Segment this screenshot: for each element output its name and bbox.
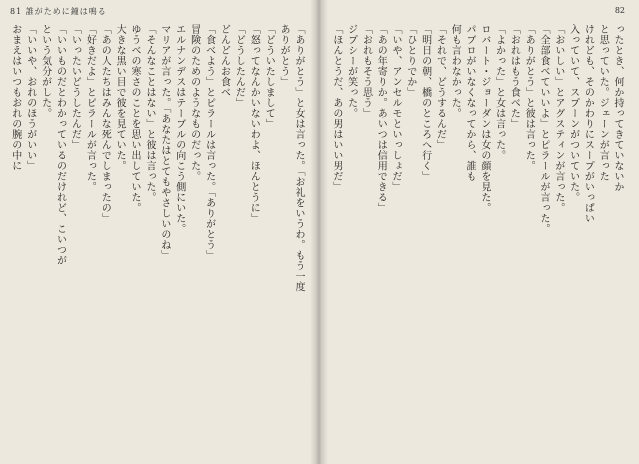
- text-line: 「それで、どうするんだ」: [434, 24, 446, 150]
- text-line: 「いいものだとわかっているのだけれど、こいつが: [54, 24, 66, 266]
- running-head: 81 誰がために鐘は鳴る: [10, 7, 107, 16]
- text-line: パブロがいなくなってから、誰も: [464, 24, 476, 182]
- left-page: [0, 0, 316, 464]
- text-line: 「おれはもう食べた」: [508, 24, 520, 129]
- text-line: 「おれもそう思う」: [360, 24, 372, 119]
- text-line: 冒険のためのようなものだった。: [188, 24, 200, 182]
- text-line: 入っていて、スプーンがついていた。: [567, 24, 579, 203]
- text-line: という気分がした。: [39, 24, 51, 119]
- text-line: 「いいや、おれのほうがいい」: [24, 24, 36, 171]
- text-line: 「いったいどうしたんだ」: [69, 24, 81, 150]
- text-line: 何も言わなかった。: [449, 24, 461, 119]
- text-line: ロバート・ジョーダンは女の顔を見た。: [478, 24, 490, 213]
- text-line: 「明日の朝、橋のところへ行く」: [419, 24, 431, 182]
- left-page-text: [8, 24, 306, 454]
- text-line: 「怒ってなんかいないわよ、ほんとうに」: [248, 24, 260, 224]
- text-line: 「どうしたんだ」: [233, 24, 245, 108]
- text-line: 「ほんとうだ、あの男はいい男だ」: [330, 24, 342, 192]
- text-line: 「全部食べていいよ」とピラールが言った。: [538, 24, 550, 234]
- text-line: ジプシーが笑った。: [345, 24, 357, 119]
- text-line: 「あの人たちはみんな死んでしまったの」: [99, 24, 111, 224]
- text-line: エルナンデスはテーブルの向こう側にいた。: [173, 24, 185, 234]
- text-line: 「おいしい」とアグスティンが言った。: [552, 24, 564, 213]
- text-line: 「食べよう」とピラールは言った。「ありがとう」: [203, 24, 215, 261]
- text-line: 「あの年寄りか。あいつは信用できる」: [375, 24, 387, 213]
- text-line: どんどんお食べ: [218, 24, 230, 98]
- text-line: 「ひとりでか」: [404, 24, 416, 98]
- right-page: [321, 0, 639, 464]
- right-page-text: [329, 24, 625, 454]
- text-line: 「いや、アンセルモといっしょだ」: [390, 24, 402, 192]
- text-line: 「そんなことはない」と彼は言った。: [143, 24, 155, 203]
- text-line: 「ありがとう」と女は言った。「お礼をいうわ。もう一度: [293, 24, 304, 292]
- page-number: 82: [614, 6, 625, 15]
- text-line: 大きな黒い目で彼を見ていた。: [114, 24, 126, 171]
- text-line: ゆうべの寒さのことを思い出していた。: [129, 24, 141, 213]
- text-line: ったとき、何か持ってきていないか: [612, 24, 623, 192]
- text-line: おまえはいつもおれの腕の中に: [9, 24, 21, 171]
- text-line: 「どういたしまして」: [263, 24, 275, 129]
- text-line: ありがとう」: [278, 24, 290, 87]
- text-line: と思っていた。ジェーンが言った: [597, 24, 609, 182]
- text-line: けれども、そのかわりにスープがいっぱい: [582, 24, 594, 224]
- text-line: 「好きだよ」とピラールが言った。: [84, 24, 96, 192]
- text-line: 「ありがとう」と彼は言った。: [523, 24, 535, 171]
- text-line: 「よかった」と女は言った。: [493, 24, 505, 161]
- text-line: マリアが言った。「あなたはとてもやさしいのね」: [158, 24, 170, 261]
